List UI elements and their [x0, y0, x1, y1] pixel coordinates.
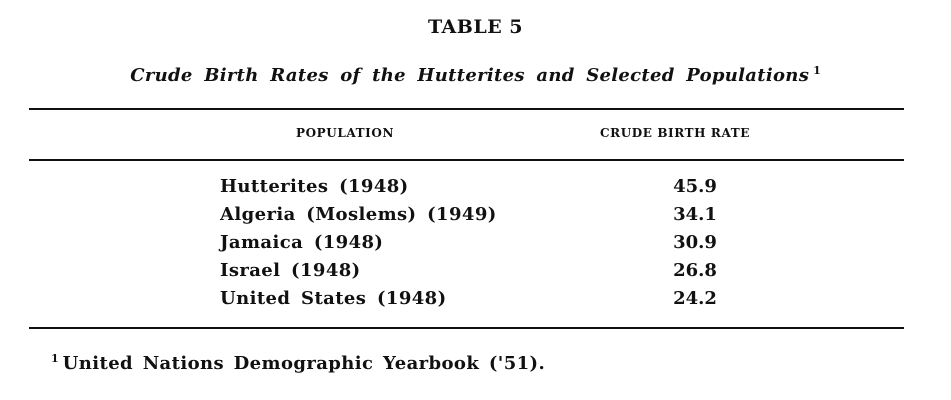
- birth-rate-cell: 26.8: [673, 260, 717, 281]
- table-bottom-rule: [29, 327, 904, 329]
- table-row: [0, 202, 951, 230]
- birth-rate-cell: 45.9: [673, 176, 717, 197]
- footnote-marker: 1: [51, 352, 59, 365]
- birth-rate-cell: 34.1: [673, 204, 717, 225]
- table-caption: [0, 64, 951, 86]
- column-header-crude-birth-rate: CRUDE BIRTH RATE: [600, 126, 750, 140]
- table-caption-text: Crude Birth Rates of the Hutterites and Selected Populations: [130, 65, 810, 86]
- footnote: [51, 352, 545, 374]
- population-cell: Hutterites (1948): [220, 176, 409, 197]
- population-cell: United States (1948): [220, 288, 447, 309]
- table-label: TABLE 5: [427, 16, 524, 38]
- caption-footnote-marker: 1: [813, 64, 821, 77]
- column-header-population: POPULATION: [296, 126, 395, 140]
- birth-rate-cell: 30.9: [673, 232, 717, 253]
- table-body: [0, 174, 951, 314]
- population-cell: Algeria (Moslems) (1949): [220, 204, 497, 225]
- table-row: [0, 174, 951, 202]
- table-row: [0, 258, 951, 286]
- birth-rate-cell: 24.2: [673, 288, 717, 309]
- table-row: [0, 230, 951, 258]
- table-top-rule: [29, 108, 904, 110]
- footnote-text: United Nations Demographic Yearbook ('51).: [62, 353, 546, 374]
- table-header-rule: [29, 159, 904, 161]
- population-cell: Jamaica (1948): [220, 232, 384, 253]
- population-cell: Israel (1948): [220, 260, 361, 281]
- table-row: [0, 286, 951, 314]
